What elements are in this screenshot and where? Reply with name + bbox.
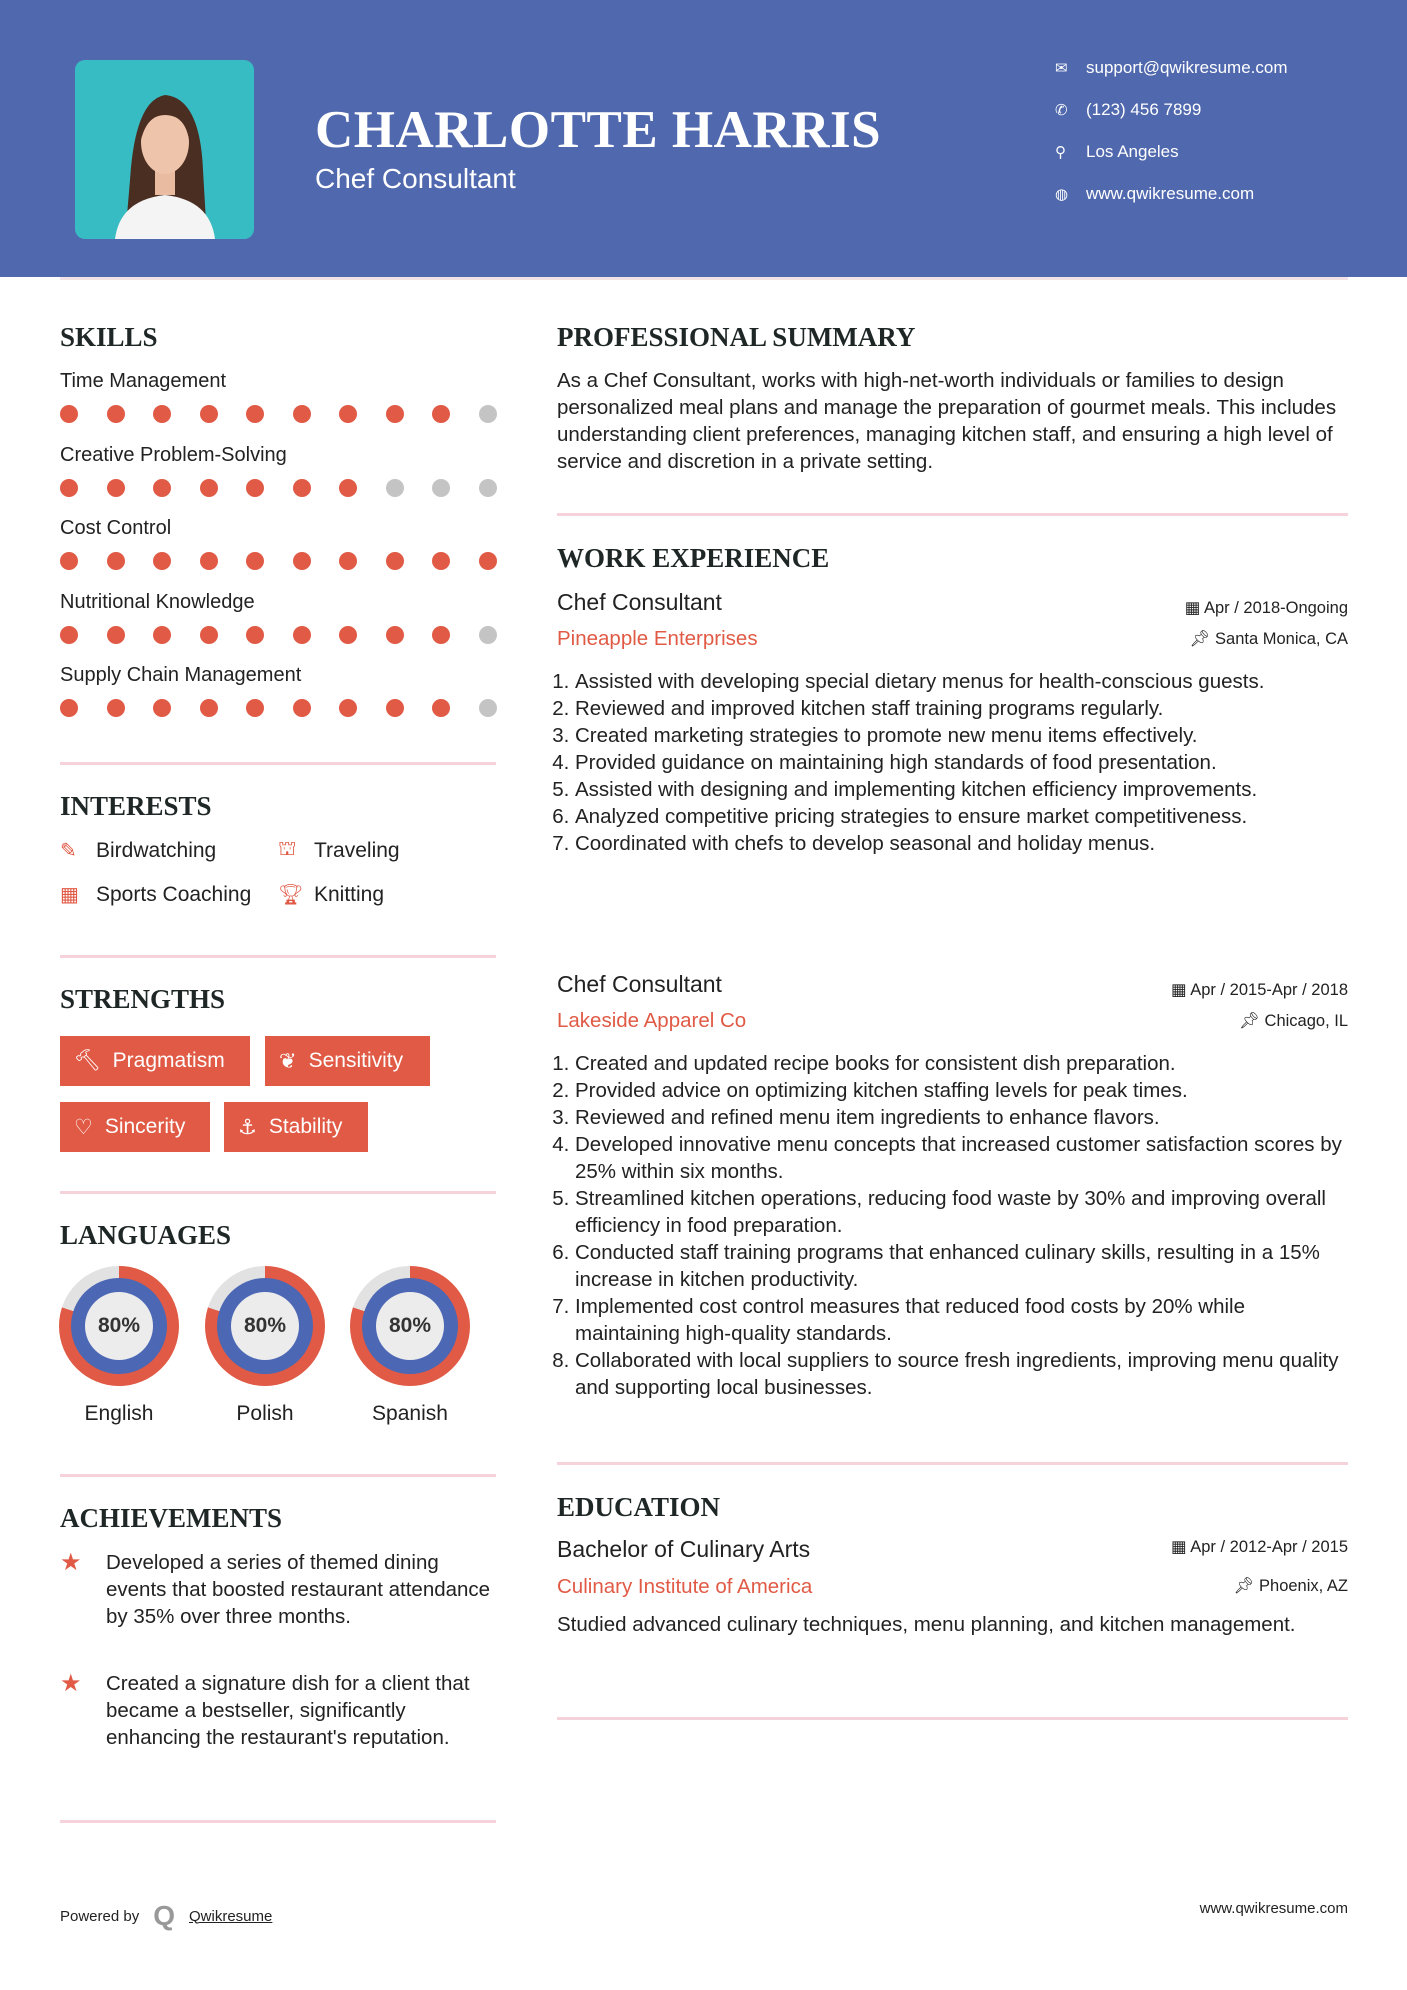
skills-heading: SKILLS (60, 322, 158, 352)
language-percent: 80% (376, 1292, 444, 1360)
divider (60, 1820, 496, 1823)
rating-dot-filled (153, 699, 171, 717)
degree: Bachelor of Culinary Arts (557, 1536, 811, 1562)
rating-dot-filled (200, 479, 218, 497)
divider (557, 1462, 1348, 1465)
dates-text: Apr / 2012-Apr / 2015 (1190, 1538, 1348, 1556)
strength-badge (60, 1036, 250, 1086)
strength-label: Pragmatism (112, 1049, 225, 1072)
rating-dot-filled (153, 626, 171, 644)
rating-dot-filled (293, 699, 311, 717)
rating-dot-filled (60, 405, 78, 423)
rating-dot-filled (200, 405, 218, 423)
job-location (1189, 630, 1348, 649)
gavel-icon: 🔨︎ (74, 1049, 101, 1072)
phone-icon: ✆ (1055, 102, 1068, 119)
education-heading: EDUCATION (557, 1492, 721, 1522)
job-bullet: 6. Analyzed competitive pricing strategies to ensure market competitiveness. (575, 803, 1348, 830)
job-bullet: 3. Reviewed and refined menu item ingredients to enhance flavors. (575, 1104, 1348, 1131)
education-location (1233, 1577, 1348, 1596)
interest-item (278, 882, 384, 907)
rating-dot-empty (432, 479, 450, 497)
rating-dot-filled (293, 552, 311, 570)
qwikresume-link[interactable]: Qwikresume (189, 1907, 273, 1925)
interest-label: Birdwatching (96, 838, 217, 862)
contact-website[interactable] (1055, 184, 1254, 204)
rating-dot-filled (153, 479, 171, 497)
achievement-text: Created a signature dish for a client that became a bestseller, significantly enhancing the restaurant's reputation. (106, 1672, 470, 1749)
education-dates (1171, 1537, 1348, 1557)
interest-item (60, 838, 216, 863)
language-name: Polish (236, 1402, 294, 1425)
strengths-heading: STRENGTHS (60, 984, 226, 1014)
language-name: English (84, 1402, 154, 1425)
pencil-square-icon: ✎ (60, 840, 77, 862)
rating-dot-filled (60, 552, 78, 570)
strength-label: Sincerity (104, 1115, 186, 1138)
job-bullet: 1. Assisted with developing special dietary menus for health-conscious guests. (575, 668, 1348, 695)
interest-item (60, 882, 251, 907)
rating-dot-filled (432, 405, 450, 423)
achievement-item (60, 1549, 500, 1630)
job-bullet: 2. Provided advice on optimizing kitchen staffing levels for peak times. (575, 1077, 1348, 1104)
shooting-star-icon: ★ (60, 1549, 82, 1576)
calendar-icon: ▦ (1184, 599, 1204, 617)
job-bullet: 7. Coordinated with chefs to develop seasonal and holiday menus. (575, 830, 1348, 857)
rating-dot-filled (246, 405, 264, 423)
footer-website[interactable]: www.qwikresume.com (1199, 1900, 1348, 1917)
contact-email[interactable] (1055, 58, 1288, 78)
contact-location (1055, 142, 1179, 162)
rating-dot-filled (107, 626, 125, 644)
job-location (1239, 1012, 1348, 1031)
candidate-title: Chef Consultant (315, 163, 516, 194)
rating-dot-filled (200, 626, 218, 644)
summary-heading: PROFESSIONAL SUMMARY (557, 322, 916, 352)
job-bullet: 6. Conducted staff training programs that enhanced culinary skills, resulting in a 15% increase in kitchen productivity. (575, 1239, 1348, 1293)
rating-dot-filled (60, 479, 78, 497)
skill-rating (60, 626, 497, 644)
calendar-icon: ▦ (1170, 1538, 1191, 1556)
job-bullets (557, 1050, 1348, 1401)
rating-dot-filled (200, 699, 218, 717)
rating-dot-filled (386, 405, 404, 423)
rating-dot-filled (246, 626, 264, 644)
location-text: Santa Monica, CA (1215, 630, 1348, 648)
rating-dot-empty (479, 626, 497, 644)
achievement-text: Developed a series of themed dining events that boosted restaurant attendance by 35% over three months. (106, 1551, 491, 1628)
pushpin-icon: 📌︎ (1233, 1577, 1260, 1595)
interest-label: Sports Coaching (96, 882, 252, 906)
rating-dot-filled (107, 405, 125, 423)
job-bullet: 5. Streamlined kitchen operations, reducing food waste by 30% and improving overall efficiency in food preparation. (575, 1185, 1348, 1239)
job-bullet: 8. Collaborated with local suppliers to source fresh ingredients, improving menu quality and supporting local businesses. (575, 1347, 1348, 1401)
rating-dot-empty (386, 479, 404, 497)
education-description: Studied advanced culinary techniques, menu planning, and kitchen management. (557, 1613, 1296, 1636)
job-bullet: 4. Developed innovative menu concepts that increased customer satisfaction scores by 25% within six months. (575, 1131, 1348, 1185)
powered-by-label: Powered by (60, 1907, 140, 1925)
contact-phone (1055, 100, 1201, 120)
location-text: Phoenix, AZ (1259, 1577, 1348, 1595)
language-donut (350, 1266, 470, 1386)
rating-dot-filled (339, 552, 357, 570)
heart-icon: ♡ (74, 1115, 93, 1139)
rating-dot-filled (107, 479, 125, 497)
language-item (350, 1266, 470, 1426)
rating-dot-filled (386, 699, 404, 717)
divider (60, 955, 496, 958)
rating-dot-filled (293, 626, 311, 644)
languages-heading: LANGUAGES (60, 1220, 232, 1250)
trophy-icon: 🏆︎ (278, 884, 304, 906)
strength-label: Sensitivity (308, 1049, 404, 1072)
calendar-icon: ▦ (1170, 981, 1191, 999)
strength-badge (224, 1102, 368, 1152)
achievement-item (60, 1670, 500, 1751)
rating-dot-empty (479, 405, 497, 423)
map-pin-icon: ⚲ (1055, 144, 1066, 161)
rating-dot-filled (339, 405, 357, 423)
rating-dot-filled (153, 405, 171, 423)
rating-dot-filled (153, 552, 171, 570)
job-company: Lakeside Apparel Co (557, 1009, 747, 1032)
language-item (59, 1266, 179, 1426)
job-bullet: 2. Reviewed and improved kitchen staff training programs regularly. (575, 695, 1348, 722)
rating-dot-filled (200, 552, 218, 570)
rating-dot-filled (293, 479, 311, 497)
job-dates (1185, 598, 1348, 618)
binoculars-icon: ⛫ (278, 838, 297, 860)
skill-name: Time Management (60, 370, 226, 392)
language-percent: 80% (85, 1292, 153, 1360)
rating-dot-filled (432, 626, 450, 644)
strength-label: Stability (268, 1115, 343, 1138)
candidate-name: CHARLOTTE HARRIS (315, 101, 882, 159)
qwikresume-logo-icon: Q (153, 1900, 175, 1931)
globe-icon: ◍ (1055, 186, 1069, 203)
rating-dot-filled (246, 479, 264, 497)
rating-dot-filled (432, 699, 450, 717)
job-bullet: 4. Provided guidance on maintaining high standards of food presentation. (575, 749, 1348, 776)
dates-text: Apr / 2018-Ongoing (1203, 599, 1348, 617)
skill-name: Cost Control (60, 517, 172, 540)
rating-dot-filled (293, 405, 311, 423)
divider (60, 1191, 496, 1194)
location-text: Chicago, IL (1264, 1012, 1348, 1030)
summary-text: As a Chef Consultant, works with high-net-worth individuals or families to design personalized meal plans and manage the preparation of gourmet meals. This includes understanding client preferences, managing kitchen staff, and ensuring a high level of service and discretion in a private setting. (557, 369, 1337, 473)
rating-dot-filled (246, 699, 264, 717)
pushpin-icon: 📌︎ (1238, 1012, 1265, 1030)
interest-label: Knitting (314, 882, 385, 906)
interests-heading: INTERESTS (60, 791, 212, 821)
rating-dot-filled (339, 699, 357, 717)
divider (557, 513, 1348, 516)
rating-dot-filled (60, 626, 78, 644)
job-bullet: 1. Created and updated recipe books for consistent dish preparation. (575, 1050, 1348, 1077)
anchor-icon: ⚓︎ (238, 1115, 257, 1139)
rating-dot-filled (432, 552, 450, 570)
strength-badge (60, 1102, 210, 1152)
skill-name: Supply Chain Management (60, 664, 302, 687)
resume-header (0, 0, 1407, 277)
rating-dot-filled (339, 479, 357, 497)
experience-heading: WORK EXPERIENCE (557, 543, 830, 573)
rating-dot-filled (386, 552, 404, 570)
interest-item (278, 838, 400, 863)
rating-dot-empty (479, 699, 497, 717)
contact-text: www.qwikresume.com (1086, 184, 1255, 203)
rating-dot-filled (60, 699, 78, 717)
divider (60, 762, 496, 765)
leaf-icon: ❦ (279, 1049, 297, 1073)
interest-label: Traveling (314, 838, 400, 862)
strength-badge (265, 1036, 430, 1086)
dates-text: Apr / 2015-Apr / 2018 (1190, 981, 1348, 999)
contact-text: Los Angeles (1086, 142, 1179, 161)
language-percent: 80% (231, 1292, 299, 1360)
job-bullets (557, 668, 1348, 857)
contact-text: support@qwikresume.com (1086, 58, 1288, 77)
job-bullet: 5. Assisted with designing and implementing kitchen efficiency improvements. (575, 776, 1348, 803)
rating-dot-filled (107, 699, 125, 717)
envelope-icon: ✉ (1055, 60, 1068, 77)
job-title: Chef Consultant (557, 971, 722, 997)
footer-powered-by (60, 1900, 272, 1932)
rating-dot-filled (479, 552, 497, 570)
pushpin-icon: 📌︎ (1189, 630, 1216, 648)
skill-rating (60, 405, 497, 423)
job-bullet: 7. Implemented cost control measures that reduced food costs by 20% while maintaining high-quality standards. (575, 1293, 1348, 1347)
job-dates (1171, 980, 1348, 1000)
divider (557, 1717, 1348, 1720)
rating-dot-filled (107, 552, 125, 570)
rating-dot-empty (479, 479, 497, 497)
skill-rating (60, 699, 497, 717)
language-item (205, 1266, 325, 1426)
skill-rating (60, 479, 497, 497)
job-company: Pineapple Enterprises (557, 627, 758, 650)
language-donut (59, 1266, 179, 1386)
skill-rating (60, 552, 497, 570)
contact-text: (123) 456 7899 (1086, 100, 1202, 119)
profile-photo (75, 60, 254, 239)
rating-dot-filled (339, 626, 357, 644)
skill-name: Nutritional Knowledge (60, 590, 255, 613)
achievements-heading: ACHIEVEMENTS (60, 1503, 283, 1533)
skill-name: Creative Problem-Solving (60, 443, 287, 466)
divider (60, 1474, 496, 1477)
language-donut (205, 1266, 325, 1386)
header-underline (60, 277, 1348, 280)
suitcase-icon: ▦ (60, 884, 79, 906)
job-title: Chef Consultant (557, 589, 722, 615)
rating-dot-filled (246, 552, 264, 570)
school: Culinary Institute of America (557, 1575, 813, 1598)
language-name: Spanish (372, 1402, 448, 1425)
job-bullet: 3. Created marketing strategies to promote new menu items effectively. (575, 722, 1348, 749)
rating-dot-filled (386, 626, 404, 644)
shooting-star-icon: ★ (60, 1670, 82, 1697)
